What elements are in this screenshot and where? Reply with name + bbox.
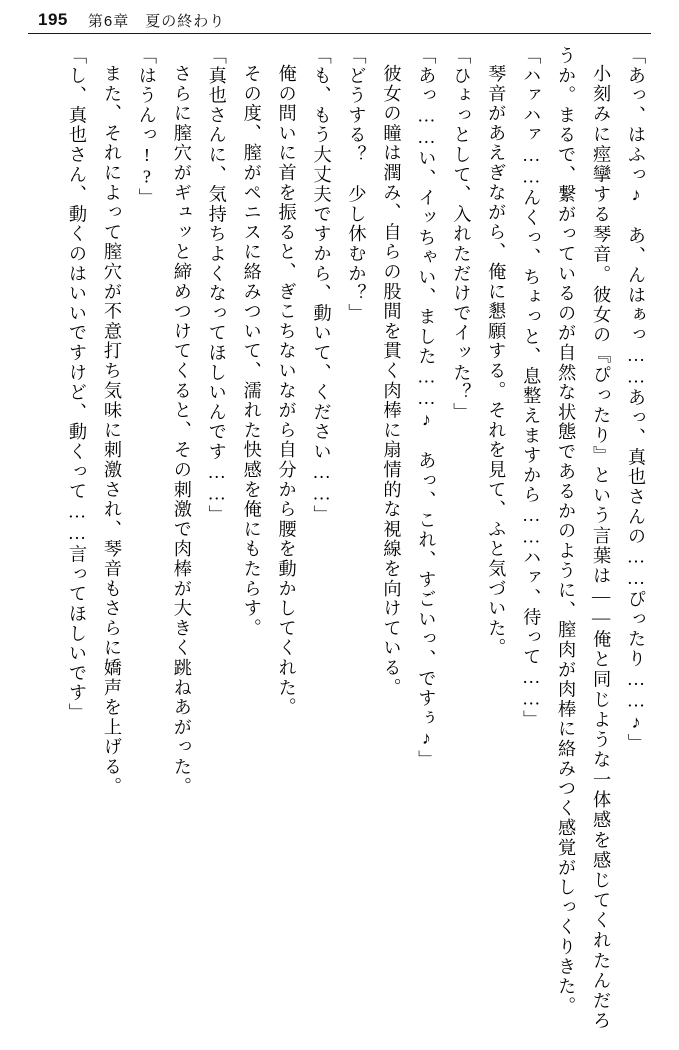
paragraph: 「はうんっ!?」 — [136, 46, 157, 208]
paragraph: 「ひょっとして、入れただけでイッた？」 — [451, 46, 472, 423]
paragraph: 「あっ、はふっ♪ あ、んはぁっ……あっ、真也さんの……ぴったり……♪」 — [626, 46, 646, 754]
page-header — [0, 0, 679, 34]
paragraph: 「真也さんに、気持ちよくなってほしいんです……」 — [206, 46, 227, 525]
paragraph: さらに膣穴がギュッと締めつけてくると、その刺激で肉棒が大きく跳ねあがった。 — [171, 64, 192, 797]
chapter-title: 第6章 夏の終わり — [87, 12, 226, 30]
paragraph: 「し、真也さん、動くのはいいですけど、動くって……言ってほしいです」 — [67, 46, 87, 723]
paragraph: 「どうする？ 少し休むか？」 — [346, 46, 367, 324]
paragraph: 琴音があえぎながら、俺に懇願する。それを見て、ふと気づいた。 — [486, 64, 507, 659]
paragraph: 「あっ……い、イッちゃい、ました……♪ あっ、これ、すごいっ、ですぅ♪」 — [416, 46, 437, 770]
paragraph: 「も、もう大丈夫ですから、動いて、ください……」 — [311, 46, 332, 525]
paragraph: 彼女の瞳は潤み、自らの股間を貫く肉棒に扇情的な視線を向けている。 — [381, 64, 402, 698]
paragraph: 俺の問いに首を振ると、ぎこちないながら自分から腰を動かしてくれた。 — [276, 64, 297, 718]
paragraph: 小刻みに痙攣する琴音。彼女の『ぴったり』という言葉は――俺と同じような一体感を感じてくれたんだろうか。まるで、繋がっているのが自然な状態であるかのように、膣肉が肉棒に絡みつく感覚がしっくりきた。 — [556, 46, 612, 1031]
paragraph: また、それによって膣穴が不意打ち気味に刺激され、琴音もさらに嬌声を上げる。 — [101, 64, 122, 797]
paragraph: その度、膣がペニスに絡みついて、濡れた快感を俺にもたらす。 — [241, 64, 262, 639]
page-number: 195 — [38, 10, 68, 29]
header-divider — [28, 33, 651, 34]
body-text — [26, 46, 653, 1031]
paragraph: 「ハァハァ……んくっ、ちょっと、息整えますから……ハァ、待って……」 — [521, 46, 542, 730]
